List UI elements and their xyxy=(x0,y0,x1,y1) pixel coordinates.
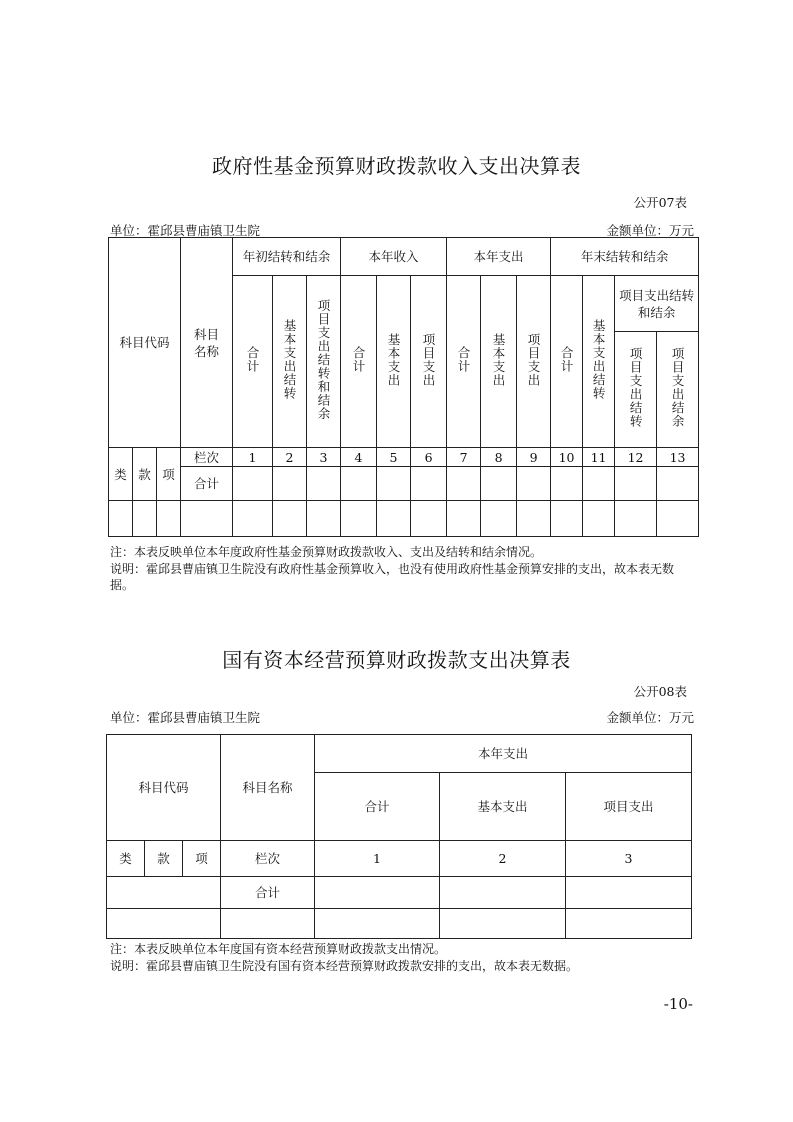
table8-sum-label: 合计 xyxy=(221,877,315,909)
table7-begin-total: 合计 xyxy=(233,276,273,448)
table7-income-header: 本年收入 xyxy=(341,238,447,276)
table8-project-header: 项目支出 xyxy=(566,773,692,841)
table8-col-number: 1 xyxy=(315,841,440,877)
table7-end-project-header: 项目支出结转和结余 xyxy=(615,276,699,332)
table-row xyxy=(107,909,692,939)
table7-income-basic: 基本支出 xyxy=(377,276,411,448)
table8-row-index-label: 栏次 xyxy=(221,841,315,877)
table8-expense-header: 本年支出 xyxy=(315,735,692,773)
table7-sum-label: 合计 xyxy=(181,467,233,501)
table7-income-project: 项目支出 xyxy=(411,276,447,448)
table7 xyxy=(108,237,699,537)
table7-col-number: 1 xyxy=(233,448,273,467)
table7-col-number: 6 xyxy=(411,448,447,467)
table7-begin-basic: 基本支出结转 xyxy=(273,276,307,448)
table7-col-number: 5 xyxy=(377,448,411,467)
table8-lei: 类 xyxy=(107,841,145,877)
table7-col-number: 9 xyxy=(517,448,551,467)
table8-code: 公开08表 xyxy=(633,684,687,699)
table-row xyxy=(109,501,699,537)
table7-kuan: 款 xyxy=(133,448,157,501)
table7-end-project-surplus: 项目支出结余 xyxy=(657,332,699,448)
table8-basic-header: 基本支出 xyxy=(440,773,566,841)
table7-subject-name-header: 科目名称 xyxy=(181,238,233,448)
page-number: -10- xyxy=(663,995,693,1013)
table7-col-number: 10 xyxy=(551,448,583,467)
table7-explain: 说明：霍邱县曹庙镇卫生院没有政府性基金预算收入，也没有使用政府性基金预算安排的支出，故本表无数据。 xyxy=(110,562,675,592)
table7-end-total: 合计 xyxy=(551,276,583,448)
table7-subject-code-header: 科目代码 xyxy=(109,238,181,448)
table8-kuan: 款 xyxy=(145,841,183,877)
table8-unit-right: 金额单位：万元 xyxy=(606,710,694,725)
table8-xiang: 项 xyxy=(183,841,221,877)
table7-expense-total: 合计 xyxy=(447,276,481,448)
table7-begin-project: 项目支出结转和结余 xyxy=(307,276,341,448)
table7-expense-project: 项目支出 xyxy=(517,276,551,448)
table7-end-project-carry: 项目支出结转 xyxy=(615,332,657,448)
table8-subject-name-header: 科目名称 xyxy=(221,735,315,841)
table7-row-index-label: 栏次 xyxy=(181,448,233,467)
table7-end-balance-header: 年末结转和结余 xyxy=(551,238,699,276)
table7-col-number: 2 xyxy=(273,448,307,467)
table8-explain: 说明：霍邱县曹庙镇卫生院没有国有资本经营预算财政拨款安排的支出，故本表无数据。 xyxy=(110,959,579,973)
table7-col-number: 8 xyxy=(481,448,517,467)
table7-income-total: 合计 xyxy=(341,276,377,448)
table7-col-number: 13 xyxy=(657,448,699,467)
table7-col-number: 12 xyxy=(615,448,657,467)
table8-note: 注：本表反映单位本年度国有资本经营预算财政拨款支出情况。 xyxy=(110,942,447,956)
table8-col-number: 3 xyxy=(566,841,692,877)
table7-expense-header: 本年支出 xyxy=(447,238,551,276)
table7-unit-right: 金额单位：万元 xyxy=(606,223,694,238)
table7-lei: 类 xyxy=(109,448,133,501)
table7-begin-balance-header: 年初结转和结余 xyxy=(233,238,341,276)
table8-total-header: 合计 xyxy=(315,773,440,841)
table8-unit-left: 单位：霍邱县曹庙镇卫生院 xyxy=(110,710,261,725)
table7-expense-basic: 基本支出 xyxy=(481,276,517,448)
table8 xyxy=(106,734,692,939)
table7-note: 注：本表反映单位本年度政府性基金预算财政拨款收入、支出及结转和结余情况。 xyxy=(110,545,543,559)
table7-end-basic: 基本支出结转 xyxy=(583,276,615,448)
table7-code: 公开07表 xyxy=(633,195,687,210)
table8-col-number: 2 xyxy=(440,841,566,877)
table7-col-number: 11 xyxy=(583,448,615,467)
table8-title: 国有资本经营预算财政拨款支出决算表 xyxy=(222,648,571,672)
table7-xiang: 项 xyxy=(157,448,181,501)
table7-col-number: 4 xyxy=(341,448,377,467)
table7-col-number: 7 xyxy=(447,448,481,467)
table7-col-number: 3 xyxy=(307,448,341,467)
table7-unit-left: 单位：霍邱县曹庙镇卫生院 xyxy=(110,223,261,238)
table8-subject-code-header: 科目代码 xyxy=(107,735,221,841)
table7-title: 政府性基金预算财政拨款收入支出决算表 xyxy=(212,154,581,178)
